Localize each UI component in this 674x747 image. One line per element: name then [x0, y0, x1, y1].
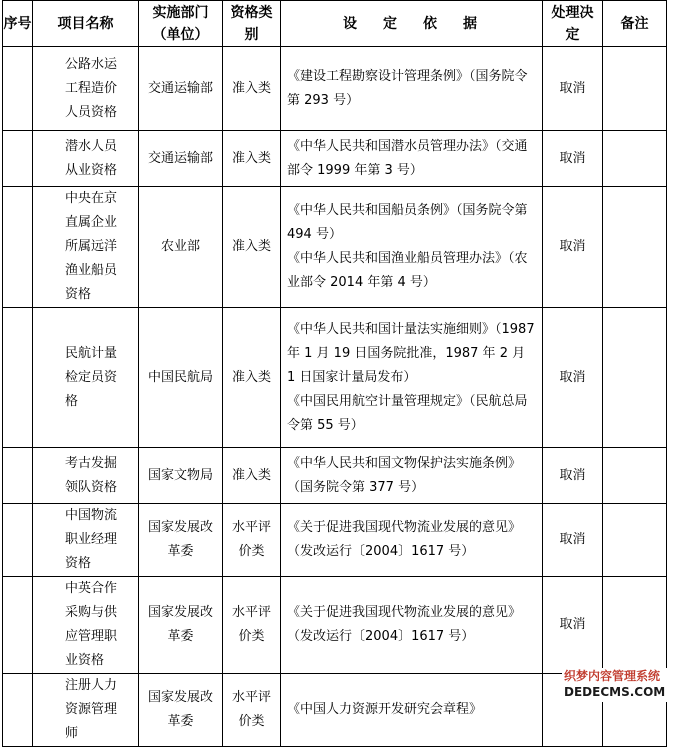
cell-dept: 交通运输部: [139, 47, 223, 131]
header-no: 序号: [3, 1, 33, 47]
table-row: [3, 448, 667, 504]
cell-category: 准入类: [223, 47, 281, 131]
cell-category: 水平评价类: [223, 504, 281, 577]
cell-name: 考古发掘领队资格: [33, 448, 139, 504]
cell-decision: 取消: [543, 308, 603, 448]
cell-decision: 取消: [543, 504, 603, 577]
cell-no: [3, 131, 33, 187]
qualification-table: [2, 0, 667, 747]
cell-no: [3, 308, 33, 448]
basis-text: 《中国民用航空计量管理规定》（民航总局令第 55 号）: [287, 393, 528, 433]
cell-note: [603, 577, 667, 674]
table-row: [3, 187, 667, 308]
header-category: 资格类别: [223, 1, 281, 47]
watermark-line2: DEDECMS.COM: [564, 685, 666, 699]
cell-category: 准入类: [223, 448, 281, 504]
cell-basis: [281, 131, 543, 187]
header-note: 备注: [603, 1, 667, 47]
header-row: [3, 1, 667, 47]
table-row: [3, 577, 667, 674]
cell-category: 水平评价类: [223, 577, 281, 674]
cell-dept: 农业部: [139, 187, 223, 308]
cell-basis: [281, 448, 543, 504]
table-row: [3, 308, 667, 448]
cell-name: 中国物流职业经理资格: [33, 504, 139, 577]
table-row: [3, 504, 667, 577]
cell-name: 中英合作采购与供应管理职业资格: [33, 577, 139, 674]
basis-text: 《中华人民共和国文物保护法实施条例》（国务院令第 377 号）: [287, 455, 522, 495]
basis-text: 《关于促进我国现代物流业发展的意见》（发改运行〔2004〕1617 号）: [287, 520, 522, 559]
cell-no: [3, 448, 33, 504]
cell-note: [603, 131, 667, 187]
cell-name: 中央在京直属企业所属远洋渔业船员资格: [33, 187, 139, 308]
cell-no: [3, 577, 33, 674]
cell-dept: 国家发展改革委: [139, 577, 223, 674]
cell-dept: 交通运输部: [139, 131, 223, 187]
cell-decision: 取消: [543, 577, 603, 674]
cell-name: 民航计量检定员资格: [33, 308, 139, 448]
watermark-logo: [562, 668, 674, 702]
cell-note: [603, 187, 667, 308]
cell-decision: 取消: [543, 47, 603, 131]
cell-name: 潜水人员从业资格: [33, 131, 139, 187]
cell-no: [3, 47, 33, 131]
basis-text: 《中华人民共和国计量法实施细则》（1987 年 1 月 19 日国务院批准，1987 年 2 月 1 日国家计量局发布）: [287, 321, 535, 385]
cell-note: [603, 47, 667, 131]
cell-dept: 国家发展改革委: [139, 504, 223, 577]
header-basis: 设定依据: [281, 1, 543, 47]
cell-note: [603, 504, 667, 577]
cell-category: 准入类: [223, 187, 281, 308]
cell-name: 注册人力资源管理师: [33, 674, 139, 747]
cell-decision: 取消: [543, 187, 603, 308]
cell-basis: [281, 308, 543, 448]
basis-text: 《关于促进我国现代物流业发展的意见》（发改运行〔2004〕1617 号）: [287, 605, 522, 644]
cell-dept: 中国民航局: [139, 308, 223, 448]
cell-basis: [281, 47, 543, 131]
table-row: [3, 131, 667, 187]
cell-decision: 取消: [543, 131, 603, 187]
cell-decision: 取消: [543, 448, 603, 504]
basis-text: 《中华人民共和国船员条例》（国务院令第 494 号）: [287, 203, 528, 242]
header-decision: 处理决定: [543, 1, 603, 47]
cell-dept: 国家发展改革委: [139, 674, 223, 747]
cell-basis: [281, 577, 543, 674]
table-row: [3, 47, 667, 131]
basis-text: 《中华人民共和国潜水员管理办法》（交通部令 1999 年第 3 号）: [287, 138, 528, 178]
watermark-line1: 织梦内容管理系统: [564, 669, 661, 683]
header-dept: 实施部门（单位）: [139, 1, 223, 47]
cell-dept: 国家文物局: [139, 448, 223, 504]
cell-basis: [281, 674, 543, 747]
cell-basis: [281, 187, 543, 308]
cell-note: [603, 308, 667, 448]
cell-name: 公路水运工程造价人员资格: [33, 47, 139, 131]
cell-no: [3, 187, 33, 308]
cell-basis: [281, 504, 543, 577]
header-name: 项目名称: [33, 1, 139, 47]
cell-category: 准入类: [223, 308, 281, 448]
basis-text: 《中国人力资源开发研究会章程》: [287, 702, 483, 717]
cell-note: [603, 448, 667, 504]
cell-no: [3, 674, 33, 747]
basis-text: 《建设工程勘察设计管理条例》（国务院令第 293 号）: [287, 68, 528, 108]
cell-no: [3, 504, 33, 577]
basis-text: 《中华人民共和国渔业船员管理办法》（农业部令 2014 年第 4 号）: [287, 251, 528, 290]
cell-category: 水平评价类: [223, 674, 281, 747]
cell-category: 准入类: [223, 131, 281, 187]
